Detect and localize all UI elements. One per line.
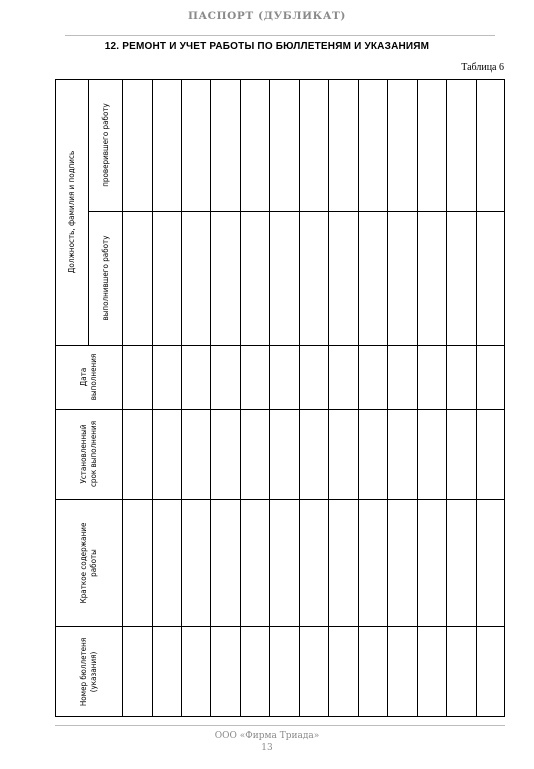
data-column-divider	[269, 80, 270, 716]
row-divider-5	[56, 626, 505, 627]
row-divider-3	[56, 409, 505, 410]
row-label-bulletin-number: Номер бюллетеня (указания)	[79, 637, 98, 707]
row-divider-2	[56, 345, 505, 346]
row-label-deadline: Установленный срок выполнения	[79, 420, 98, 488]
data-column-divider	[417, 80, 418, 716]
data-column-divider	[181, 80, 182, 716]
footer-company: ООО «Фирма Триада»	[214, 731, 320, 741]
data-column-divider	[152, 80, 153, 716]
row-label-completion-date: Дата выполнения	[79, 353, 98, 401]
group-label: Должность, фамилия и подпись	[67, 150, 76, 274]
label-col-divider-2	[122, 80, 123, 716]
header-divider	[65, 35, 495, 36]
page-header-title: ПАСПОРТ (ДУБЛИКАТ)	[188, 10, 346, 22]
page-footer	[0, 730, 534, 754]
data-column-divider	[210, 80, 211, 716]
data-column-divider	[446, 80, 447, 716]
row-divider-4	[56, 499, 505, 500]
table-label: Таблица 6	[461, 62, 504, 73]
data-column-divider	[476, 80, 477, 716]
page-number: 13	[261, 743, 273, 753]
data-column-divider	[358, 80, 359, 716]
data-column-divider	[387, 80, 388, 716]
data-column-divider	[240, 80, 241, 716]
data-column-divider	[328, 80, 329, 716]
record-table	[55, 79, 505, 717]
row-label-performed-by: выполнившего работу	[101, 235, 110, 321]
footer-divider	[55, 725, 505, 726]
label-col-divider-1	[88, 80, 89, 345]
section-title: 12. РЕМОНТ И УЧЕТ РАБОТЫ ПО БЮЛЛЕТЕНЯМ И УКАЗАНИЯМ	[104, 41, 430, 52]
data-column-divider	[299, 80, 300, 716]
row-label-checked-by: проверившего работу	[101, 103, 110, 187]
row-label-work-summary: Краткое содержание работы	[79, 522, 98, 604]
